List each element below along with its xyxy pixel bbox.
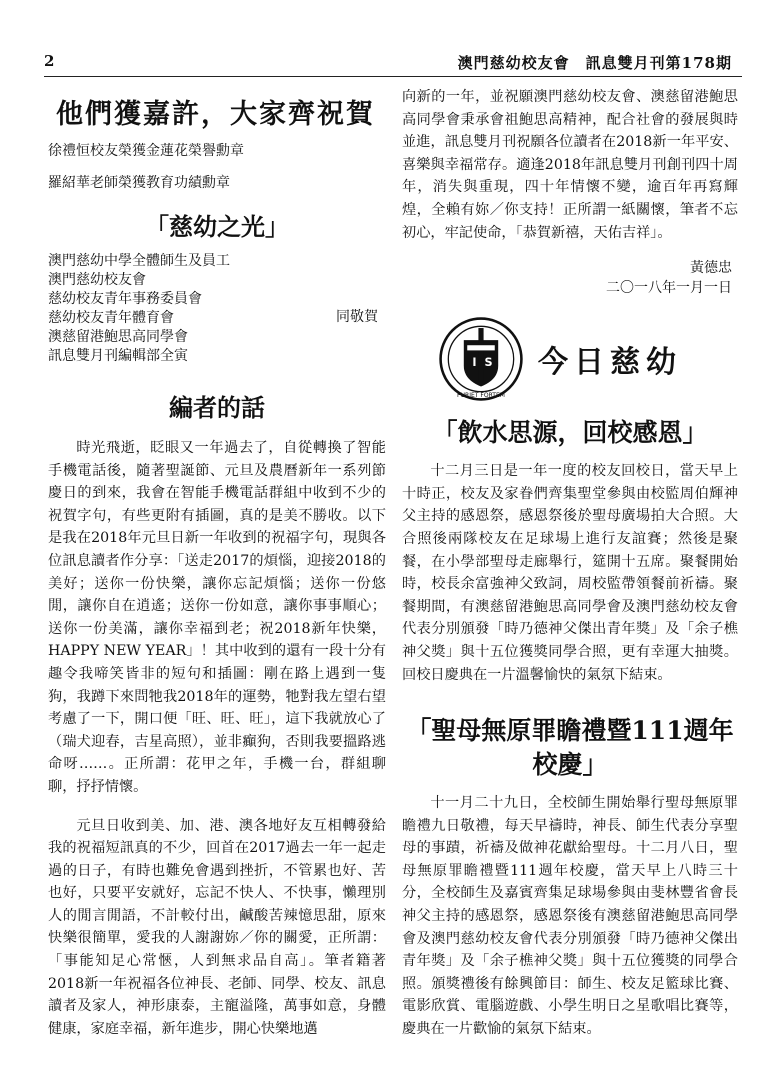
editor-paragraph: 元旦日收到美、加、港、澳各地好友互相轉發給我的祝福短訊真的不少，回首在2017過去一年一起走過的日子，有時也難免會遇到挫折，不管累也好、苦也好，只要平安就好，忘記不快人、不快事，懶理別人的閒言閒語，不計較付出，鹹酸苦辣憶思甜，原來快樂很簡單，愛我的人謝謝妳／你的關愛，正所謂：「事能知足心常愜，人到無求品自高」。筆者籍著2018新一年祝福各位神長、老師、同學、校友、訊息讀者及家人，神形康泰，主寵溢隆，萬事如意，身體健康，家庭幸福，新年進步，開心快樂地邁 [48,817,386,1037]
emblem-motto: PURIET FORTEM [457,391,505,399]
editor-section-title: 編者的話 [169,393,265,422]
page-number: 2 [44,52,55,70]
article-body: 十二月三日是一年一度的校友回校日，當天早上十時正，校友及家眷們齊集聖堂參與由校監周伯輝神父主持的感恩祭，感恩祭後於聖母廣場拍大合照。大合照後兩隊校友在足球場上進行友誼賽；然後是聚餐，在小學部聖母走廊舉行，筵開十五席。聚餐開始時，校長余富強神父致詞，周校監帶領餐前祈禱。聚餐期間，有澳慈留港鮑思高同學會及澳門慈幼校友會代表分別頒發「時乃德神父傑出青年獎」及「余子樵神父獎」與十五位獲獎同學合照，更有幸運大抽獎。回校日慶典在一片溫馨愉快的氣氛下結束。 [402,463,738,683]
school-emblem-icon [438,316,524,402]
today-salesian-banner [382,316,738,402]
congratulations-block [48,252,386,366]
signature [402,258,732,298]
bracket-title: 「慈幼之光」 [145,212,289,241]
editor-paragraph: 時光飛逝，眨眼又一年過去了，自從轉換了智能手機電話後，隨著聖誕節、元旦及農曆新年一系列節慶日的到來，我會在智能手機電話群組中收到不少的祝賀字句，有些更附有插圖，真的是美不勝收。以下是我在2018年元旦日新一年收到的祝福字句，現與各位訊息讀者作分享：「送走2017的煩惱，迎接2018的美好；送你一份快樂，讓你忘記煩惱；送你一份悠閒，讓你自在逍遙；送你一份如意，讓你事事順心；送你一份美滿，讓你幸福到老；祝2018新年快樂，HAPPY NEW YEAR」！其中收到的還有一段十分有趣令我啼笑皆非的短句和插圖：剛在路上遇到一隻狗，我蹲下來問牠我2018年的運勢，牠對我左望右望考慮了一下，開口便「旺、旺、旺」，這下我就放心了（瑞犬迎春，吉星高照），並非癲狗，否則我要搵路逃命呀……。正所謂：花甲之年，手機一台，群組聊聊，抒抒情懷。 [48,440,386,795]
article-title: 「飲水思源，回校感恩」 [432,418,708,448]
award-line: 徐禮恒校友榮獲金蓮花榮譽勳章 [48,143,244,159]
signature-date: 二〇一八年一月一日 [606,280,732,297]
right-column [402,86,738,1041]
org-name: 澳慈留港鮑思高同學會 [48,329,188,345]
org-name: 澳門慈幼中學全體師生及員工 [48,253,230,269]
org-name: 慈幼校友青年事務委員會 [48,291,202,307]
article-body: 十一月二十九日，全校師生開始舉行聖母無原罪瞻禮九日敬禮，每天早禱時，神長、師生代表分享聖母的事蹟，祈禱及做神花獻給聖母。十二月八日，聖母無原罪瞻禮暨111週年校慶，當天早上八時三十分，全校師生及嘉賓齊集足球場參與由斐林豐省會長神父主持的感恩祭，感恩祭後有澳慈留港鮑思高同學會及澳門慈幼校友會代表分別頒發「時乃德神父傑出青年獎」及「余子樵神父獎」與十五位獲獎的同學合照。頒獎禮後有餘興節目：師生、校友足籃球比賽、電影欣賞、電腦遊戲、小學生明日之星歌唱比賽等，慶典在一片歡愉的氣氛下結束。 [402,795,738,1038]
page-header [44,50,742,77]
author-name: 黃德忠 [690,260,732,277]
headline: 他們獲嘉許，大家齊祝賀 [56,99,375,130]
org-name: 慈幼校友青年體育會 [48,310,174,326]
org-name: 澳門慈幼校友會 [48,272,146,288]
greeting: 同敬賀 [336,309,378,325]
org-name: 訊息雙月刊編輯部全寅 [48,348,188,364]
article-title: 「聖母無原罪瞻禮暨111週年校慶」 [406,716,734,780]
editor-paragraph-continued: 向新的一年，並祝願澳門慈幼校友會、澳慈留港鮑思高同學會秉承會祖鮑思高精神，配合社會的發展與時並進，訊息雙月刊祝願各位讀者在2018新一年平安、喜樂與幸福常存。適逢2018年訊息雙月刊創刊四十周年，消失與重現，四十年情懷不變，逾百年再寫輝煌，全賴有妳／你支持！正所謂一紙關懷，筆者不忘初心，牢記使命，「恭賀新禧，天佑吉祥」。 [402,89,738,241]
section-logo-text: 今日慈幼 [538,345,682,381]
newsletter-title: 澳門慈幼校友會 訊息雙月刊第178期 [457,54,732,72]
svg-text:I: I [472,356,477,370]
left-column [48,86,386,1040]
award-line: 羅紹華老師榮獲教育功績勳章 [48,175,230,191]
svg-text:S: S [484,356,493,370]
